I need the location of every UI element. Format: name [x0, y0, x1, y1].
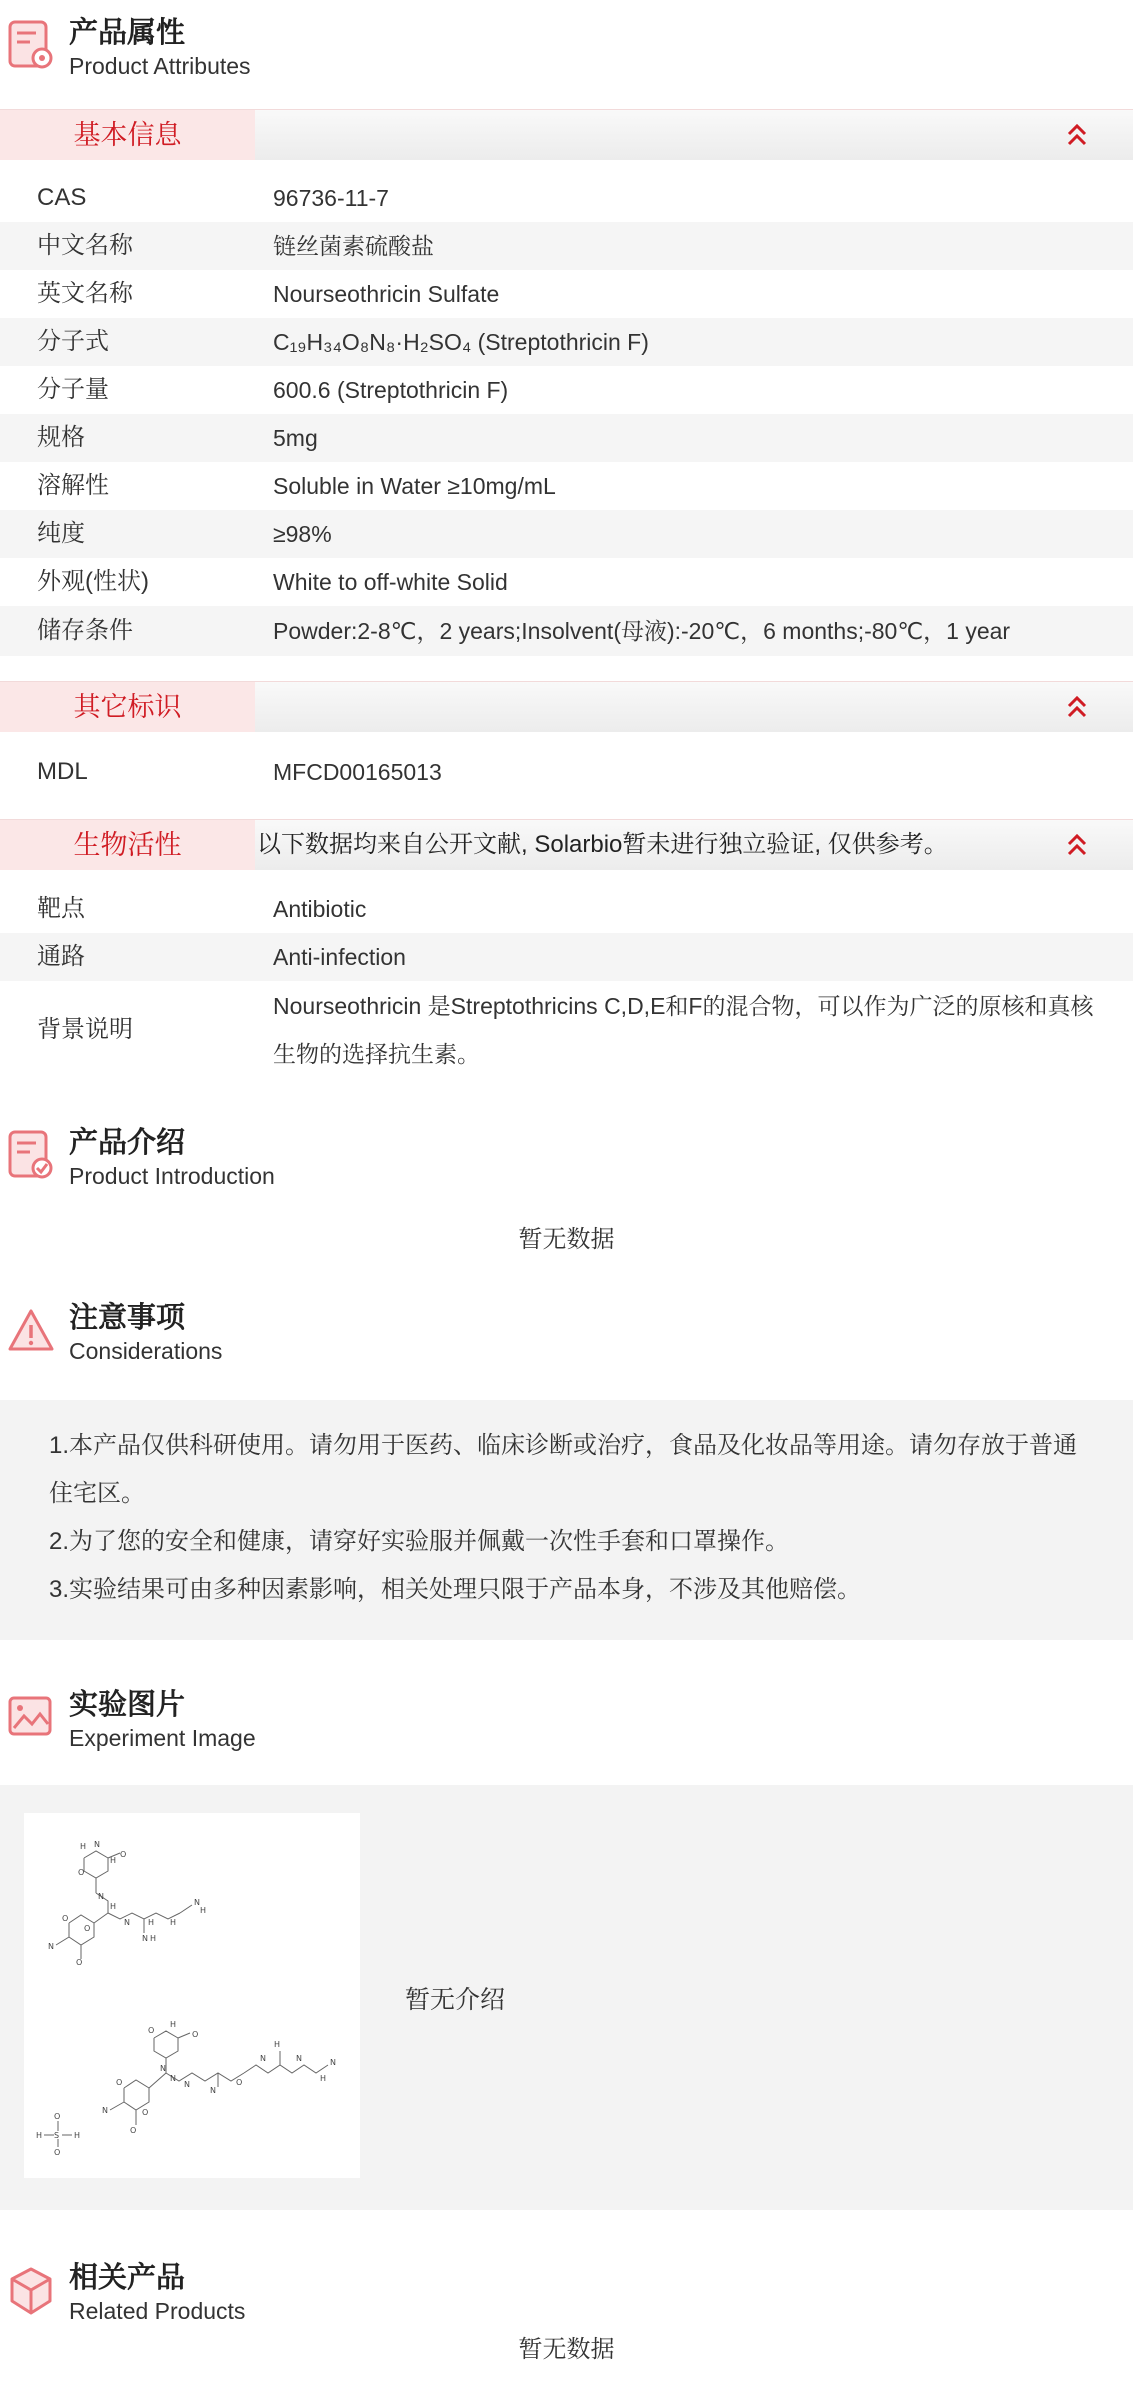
section-header-introduction — [0, 1110, 1133, 1200]
row-key: MDL — [37, 758, 88, 785]
intro-empty-text: 暂无数据 — [518, 1226, 615, 1253]
svg-text:H: H — [274, 2040, 281, 2049]
collapse-chevron-icon[interactable] — [1062, 120, 1092, 150]
section-title-en: Product Attributes — [69, 53, 251, 79]
svg-text:O: O — [148, 2026, 155, 2035]
basic-info-title: 基本信息 — [0, 110, 255, 160]
other-ids-title: 其它标识 — [0, 682, 255, 732]
row-value: 600.6 (Streptothricin F) — [273, 377, 509, 403]
svg-text:O: O — [54, 2112, 61, 2121]
section-header-related — [0, 2245, 1133, 2335]
row-key: 分子式 — [37, 328, 109, 355]
svg-text:N: N — [210, 2086, 216, 2095]
table-row — [0, 270, 1133, 318]
svg-text:N: N — [124, 1918, 130, 1927]
svg-text:O: O — [84, 1924, 91, 1933]
table-row — [0, 174, 1133, 222]
svg-text:N: N — [48, 1942, 54, 1951]
svg-text:H: H — [150, 1934, 157, 1943]
svg-text:O: O — [62, 1914, 69, 1923]
row-key: 外观(性状) — [37, 568, 149, 595]
bio-activity-note: 以下数据均来自公开文献, Solarbio暂未进行独立验证, 仅供参考。 — [257, 831, 948, 858]
section-title-zh: 注意事项 — [69, 1302, 186, 1334]
row-value: MFCD00165013 — [273, 759, 442, 785]
row-key: 背景说明 — [37, 1016, 133, 1043]
svg-text:H: H — [74, 2131, 81, 2140]
basic-info-bar[interactable] — [0, 109, 1133, 160]
document-gear-icon — [6, 18, 56, 74]
bio-activity-bar[interactable] — [0, 819, 1133, 870]
table-row — [0, 885, 1133, 933]
warning-icon — [6, 1303, 56, 1359]
svg-text:N: N — [98, 1892, 104, 1901]
svg-text:H: H — [170, 2020, 177, 2029]
row-key: 纯度 — [37, 520, 85, 547]
table-row — [0, 462, 1133, 510]
experiment-caption: 暂无介绍 — [405, 1986, 506, 2014]
table-row — [0, 318, 1133, 366]
row-value: White to off-white Solid — [273, 569, 508, 595]
row-key: 通路 — [37, 943, 85, 970]
svg-text:N: N — [94, 1840, 100, 1849]
section-title-en: Considerations — [69, 1338, 223, 1364]
svg-text:O: O — [120, 1850, 127, 1859]
svg-text:O: O — [54, 2148, 61, 2157]
svg-text:H: H — [200, 1906, 207, 1915]
row-key: 分子量 — [37, 376, 109, 403]
section-title-en: Related Products — [69, 2298, 246, 2324]
row-value: 96736-11-7 — [273, 185, 389, 211]
section-header-attributes — [0, 0, 1133, 90]
notice-item: 3.实验结果可由多种因素影响，相关处理只限于产品本身，不涉及其他赔偿。 — [49, 1576, 862, 1603]
svg-text:O: O — [116, 2078, 123, 2087]
table-row — [0, 748, 1133, 796]
table-row — [0, 510, 1133, 558]
row-value: ≥98% — [273, 521, 332, 547]
section-header-experiment — [0, 1672, 1133, 1762]
svg-text:N: N — [142, 1934, 148, 1943]
experiment-panel — [0, 1785, 1133, 2210]
svg-text:N: N — [160, 2064, 166, 2073]
svg-text:O: O — [130, 2126, 137, 2135]
row-key: 英文名称 — [37, 280, 133, 307]
svg-text:O: O — [78, 1868, 85, 1877]
collapse-chevron-icon[interactable] — [1062, 830, 1092, 860]
notice-item: 1.本产品仅供科研使用。请勿用于医药、临床诊断或治疗，食品及化妆品等用途。请勿存放于普通住宅区。 — [49, 1432, 1078, 1507]
row-key: 溶解性 — [37, 472, 109, 499]
row-key: CAS — [37, 184, 87, 211]
row-value: Nourseothricin Sulfate — [273, 281, 500, 307]
svg-text:O: O — [142, 2108, 149, 2117]
section-title-en: Experiment Image — [69, 1725, 256, 1751]
row-value: 链丝菌素硫酸盐 — [273, 233, 434, 259]
structure-image[interactable] — [24, 1813, 360, 2178]
svg-text:H: H — [110, 1856, 117, 1865]
section-title-zh: 产品属性 — [69, 17, 186, 49]
notice-item: 2.为了您的安全和健康，请穿好实验服并佩戴一次性手套和口罩操作。 — [49, 1528, 790, 1555]
row-value: Antibiotic — [273, 896, 367, 922]
section-title-zh: 相关产品 — [69, 2262, 186, 2294]
svg-text:N: N — [296, 2054, 302, 2063]
svg-text:O: O — [236, 2078, 243, 2087]
other-ids-bar[interactable] — [0, 681, 1133, 732]
svg-text:H: H — [320, 2074, 327, 2083]
svg-text:N: N — [260, 2054, 266, 2063]
svg-text:N: N — [184, 2080, 190, 2089]
svg-text:S: S — [54, 2131, 60, 2140]
image-flask-icon — [6, 1690, 56, 1746]
row-key: 规格 — [37, 424, 85, 451]
row-value: Nourseothricin 是Streptothricins C,D,E和F的混合物，可以作为广泛的原核和真核生物的选择抗生素。 — [273, 993, 1094, 1067]
section-title-zh: 实验图片 — [69, 1689, 186, 1721]
table-row — [0, 558, 1133, 606]
row-value: Powder:2-8℃，2 years;Insolvent(母液):-20℃，6 months;-80℃，1 year — [273, 618, 1011, 644]
svg-text:N: N — [330, 2058, 336, 2067]
row-key: 储存条件 — [37, 617, 133, 644]
section-title-en: Product Introduction — [69, 1163, 275, 1189]
cube-icon — [6, 2263, 56, 2319]
svg-text:O: O — [76, 1958, 83, 1967]
section-title-zh: 产品介绍 — [69, 1127, 186, 1159]
considerations-panel — [0, 1400, 1133, 1640]
row-value: 5mg — [273, 425, 318, 451]
row-value: Anti-infection — [273, 944, 406, 970]
section-header-considerations — [0, 1285, 1133, 1375]
svg-text:N: N — [102, 2106, 108, 2115]
related-empty-text: 暂无数据 — [518, 2336, 615, 2363]
svg-text:N: N — [170, 2074, 176, 2083]
table-row — [0, 606, 1133, 656]
table-row — [0, 982, 1133, 1078]
svg-text:H: H — [148, 1918, 155, 1927]
svg-text:H: H — [80, 1842, 87, 1851]
document-check-icon — [6, 1128, 56, 1184]
svg-text:H: H — [170, 1918, 177, 1927]
table-row — [0, 933, 1133, 981]
svg-text:O: O — [192, 2030, 199, 2039]
row-value: Soluble in Water ≥10mg/mL — [273, 473, 556, 499]
row-value: C₁₉H₃₄O₈N₈·H₂SO₄ (Streptothricin F) — [273, 329, 649, 355]
bio-activity-title: 生物活性 — [0, 820, 255, 870]
collapse-chevron-icon[interactable] — [1062, 692, 1092, 722]
svg-text:H: H — [110, 1902, 117, 1911]
table-row — [0, 222, 1133, 270]
svg-text:N: N — [194, 1898, 200, 1907]
table-row — [0, 366, 1133, 414]
svg-text:H: H — [36, 2131, 43, 2140]
row-key: 靶点 — [37, 895, 85, 922]
row-key: 中文名称 — [37, 232, 133, 259]
table-row — [0, 414, 1133, 462]
